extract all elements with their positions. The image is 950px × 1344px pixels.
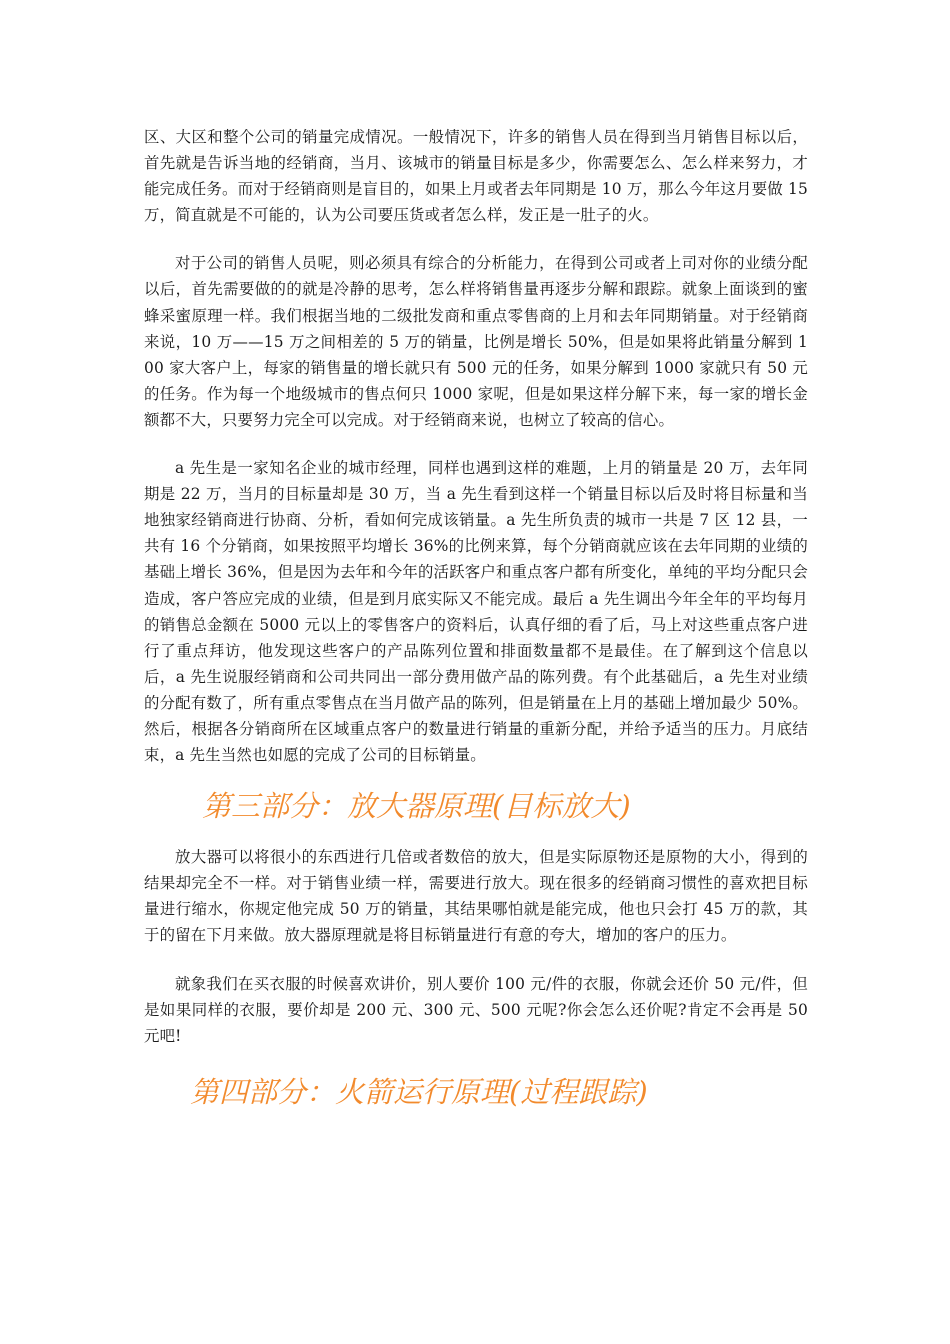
paragraph-4: 放大器可以将很小的东西进行几倍或者数倍的放大，但是实际原物还是原物的大小，得到的结果却完全不一样。对于销售业绩一样，需要进行放大。现在很多的经销商习惯性的喜欢把目标量进行缩水，你规定他完成 50 万的销量，其结果哪怕就是能完成，他也只会打 45 万的款，其于的留在下月来做。放大器原理就是将目标销量进行有意的夸大，增加的客户的压力。 bbox=[144, 848, 808, 945]
paragraph-5: 就象我们在买衣服的时候喜欢讲价，别人要价 100 元/件的衣服，你就会还价 50 元/件，但是如果同样的衣服，要价却是 200 元、300 元、500 元呢?你会怎么还价呢?肯定不会再是 50 元吧! bbox=[144, 974, 808, 1045]
heading-part-4: 第四部分：火箭运行原理(过程跟踪) bbox=[190, 1074, 648, 1109]
heading-part-3: 第三部分：放大器原理(目标放大) bbox=[202, 789, 631, 824]
paragraph-1: 区、大区和整个公司的销量完成情况。一般情况下，许多的销售人员在得到当月销售目标以后，首先就是告诉当地的经销商，当月、该城市的销量目标是多少，你需要怎么、怎么样来努力，才能完成任务。而对于经销商则是盲目的，如果上月或者去年同期是 10 万，那么今年这月要做 15 万，简直就是不可能的，认为公司要压货或者怎么样，发正是一肚子的火。 bbox=[144, 128, 808, 225]
document-body bbox=[144, 124, 808, 1112]
paragraph-3: a 先生是一家知名企业的城市经理，同样也遇到这样的难题，上月的销量是 20 万，去年同期是 22 万，当月的目标量却是 30 万，当 a 先生看到这样一个销量目标以后及时将目标量和当地独家经销商进行协商、分析，看如何完成该销量。a 先生所负责的城市一共是 7 区 12 县，一共有 16 个分销商，如果按照平均增长 36%的比例来算，每个分销商就应该在去年同期的业绩的基础上增长 36%，但是因为去年和今年的活跃客户和重点客户都有所变化，单纯的平均分配只会造成，客户答应完成的业绩，但是到月底实际又不能完成。最后 a 先生调出今年全年的平均每月的销售总金额在 5000 元以上的零售客户的资料后，认真仔细的看了后，马上对这些重点客户进行了重点拜访，他发现这些客户的产品陈列位置和排面数量都不是最佳。在了解到这个信息以后，a 先生说服经销商和公司共同出一部分费用做产品的陈列费。有个此基础后，a 先生对业绩的分配有数了，所有重点零售点在当月做产品的陈列，但是销量在上月的基础上增加最少 50%。然后，根据各分销商所在区域重点客户的数量进行销量的重新分配，并给予适当的压力。月底结束，a 先生当然也如愿的完成了公司的目标销量。 bbox=[144, 459, 808, 765]
paragraph-2: 对于公司的销售人员呢，则必须具有综合的分析能力，在得到公司或者上司对你的业绩分配以后，首先需要做的的就是冷静的思考，怎么样将销售量再逐步分解和跟踪。就象上面谈到的蜜蜂采蜜原理一样。我们根据当地的二级批发商和重点零售商的上月和去年同期销量。对于经销商来说，10 万——15 万之间相差的 5 万的销量，比例是增长 50%，但是如果将此销量分解到 100 家大客户上，每家的销售量的增长就只有 500 元的任务，如果分解到 1000 家就只有 50 元的任务。作为每一个地级城市的售点何只 1000 家呢，但是如果这样分解下来，每一家的增长金额都不大，只要努力完全可以完成。对于经销商来说，也树立了较高的信心。 bbox=[144, 254, 808, 429]
